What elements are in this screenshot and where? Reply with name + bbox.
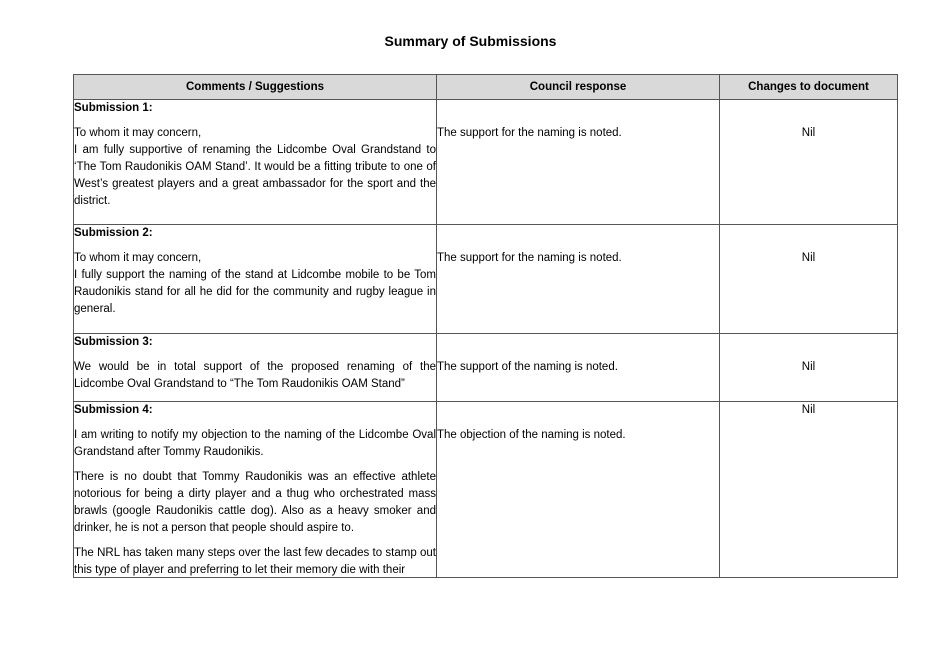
table-row: [74, 100, 898, 225]
comment-cell: [74, 100, 437, 225]
submission-label: Submission 1:: [74, 102, 153, 114]
changes-text: Nil: [801, 404, 816, 416]
submission-text: We would be in total support of the proposed renaming of the Lidcombe Oval Grandstand to “The Tom Raudonikis OAM Stand”: [74, 361, 436, 390]
submission-text: To whom it may concern, I am fully supportive of renaming the Lidcombe Oval Grandstand to ‘The Tom Raudonikis OAM Stand’. It would be a fitting tribute to one of West’s greatest players and a great ambassador for the sport and the district.: [74, 127, 436, 207]
comment-cell: [74, 225, 437, 334]
submission-text: There is no doubt that Tommy Raudonikis was an effective athlete notorious for being a dirty player and a thug who orchestrated mass brawls (google Raudonikis cattle dog). Also as a heavy smoker and drinker, he is not a person that people should aspire to.: [74, 471, 436, 534]
comment-cell: [74, 334, 437, 402]
comment-cell: [74, 402, 437, 578]
table-row: [74, 225, 898, 334]
submission-label: Submission 4:: [74, 404, 153, 416]
header-changes: Changes to document: [720, 75, 898, 100]
page-title: Summary of Submissions: [384, 33, 557, 49]
table-row: [74, 402, 898, 578]
submission-label: Submission 3:: [74, 336, 153, 348]
council-response-text: The support for the naming is noted.: [437, 252, 622, 264]
response-cell: [437, 402, 720, 578]
table-header-row: [74, 75, 898, 100]
header-comments: Comments / Suggestions: [74, 75, 437, 100]
changes-text: Nil: [801, 361, 816, 373]
council-response-text: The support of the naming is noted.: [437, 361, 618, 373]
response-cell: [437, 225, 720, 334]
changes-text: Nil: [801, 252, 816, 264]
changes-cell: [720, 402, 898, 578]
header-council-response: Council response: [437, 75, 720, 100]
submission-text: To whom it may concern, I fully support the naming of the stand at Lidcombe mobile to be Tom Raudonikis stand for all he did for the community and rugby league in general.: [74, 252, 436, 315]
changes-text: Nil: [801, 127, 816, 139]
submission-label: Submission 2:: [74, 227, 153, 239]
changes-cell: [720, 100, 898, 225]
changes-cell: [720, 225, 898, 334]
submission-text: I am writing to notify my objection to the naming of the Lidcombe Oval Grandstand after Tommy Raudonikis.: [74, 429, 436, 458]
council-response-text: The support for the naming is noted.: [437, 127, 622, 139]
submissions-table: [73, 74, 898, 578]
response-cell: [437, 100, 720, 225]
submission-text: The NRL has taken many steps over the last few decades to stamp out this type of player and preferring to let their memory die with their: [74, 547, 436, 576]
table-row: [74, 334, 898, 402]
response-cell: [437, 334, 720, 402]
changes-cell: [720, 334, 898, 402]
council-response-text: The objection of the naming is noted.: [437, 429, 626, 441]
